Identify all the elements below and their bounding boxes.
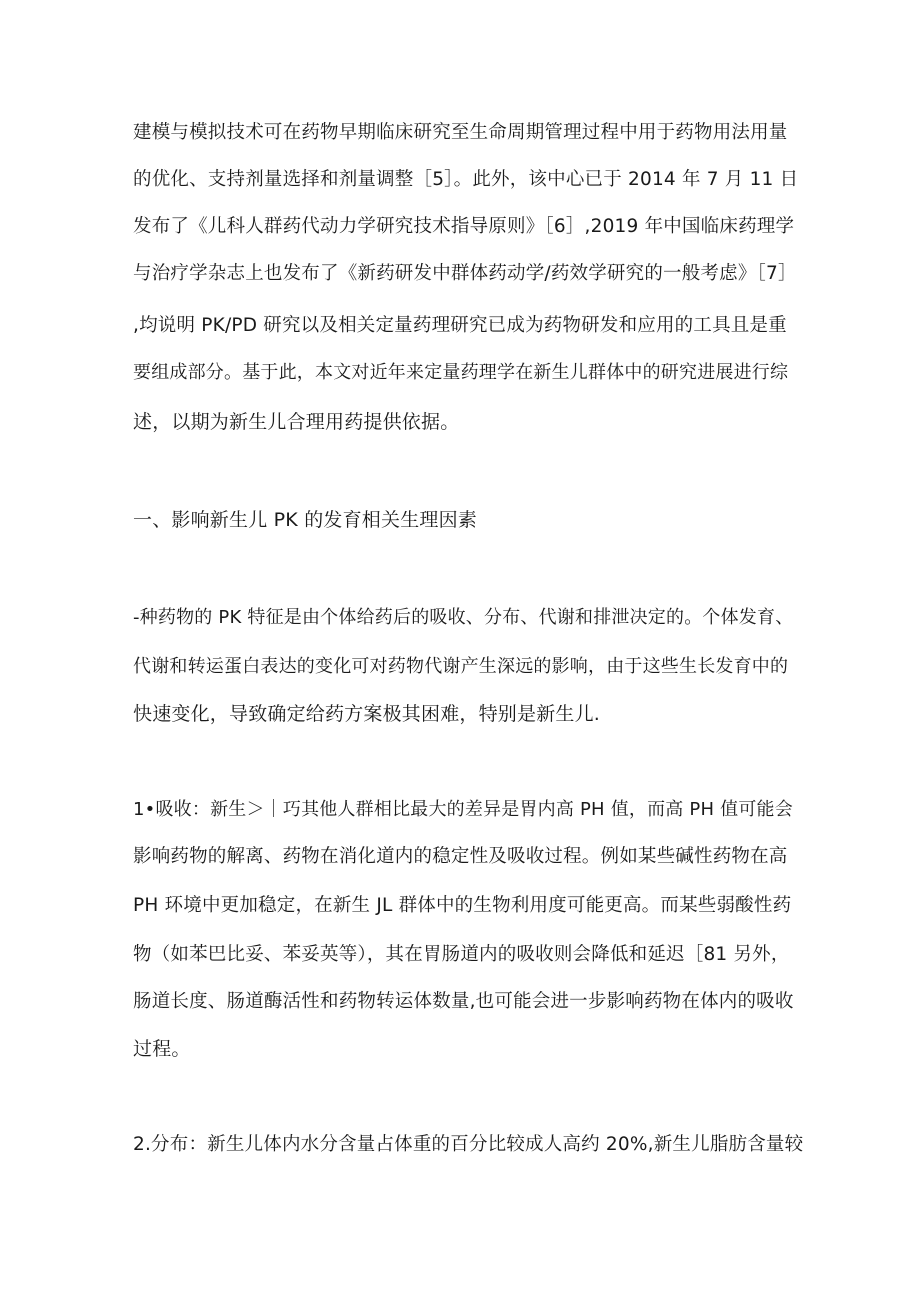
absorption-line-5: 肠道长度、肠道酶活性和药物转运体数量,也可能会进一步影响药物在体内的吸收 <box>133 991 794 1012</box>
distribution-line-1: 2.分布：新生儿体内水分含量占体重的百分比较成人高约 20%,新生儿脂肪含量较 <box>133 1134 804 1155</box>
intro-line-5: ,均说明 PK/PD 研究以及相关定量药理研究已成为药物研发和应用的工具且是重 <box>133 315 787 336</box>
intro-line-1: 建模与模拟技术可在药物早期临床研究至生命周期管理过程中用于药物用法用量 <box>133 122 788 143</box>
absorption-line-6: 过程。 <box>133 1038 191 1060</box>
absorption-line-3: PH 环境中更加稳定，在新生 JL 群体中的生物利用度可能更高。而某些弱酸性药 <box>133 895 792 916</box>
intro-line-2: 的优化、支持剂量选择和剂量调整［5］。此外，该中心已于 2014 年 7 月 11 日 <box>133 169 799 190</box>
overview-line-2: 代谢和转运蛋白表达的变化可对药物代谢产生深远的影响，由于这些生长发育中的 <box>133 656 789 677</box>
absorption-line-4: 物（如苯巴比妥、苯妥英等），其在胃肠道内的吸收则会降低和延迟［81 另外， <box>133 944 790 965</box>
overview-line-1: -种药物的 PK 特征是由个体给药后的吸收、分布、代谢和排泄决定的。个体发育、 <box>133 607 794 628</box>
absorption-line-2: 影响药物的解离、药物在消化道内的稳定性及吸收过程。例如某些碱性药物在高 <box>133 846 788 867</box>
overview-line-3: 快速变化，导致确定给药方案极其困难，特别是新生儿. <box>133 703 601 725</box>
absorption-line-1: 1•吸收：新生＞｜巧其他人群相比最大的差异是胃内高 PH 值，而高 PH 值可能会 <box>133 799 793 820</box>
intro-line-7: 述，以期为新生儿合理用药提供依据。 <box>133 411 460 433</box>
section-heading: 一、影响新生儿 PK 的发育相关生理因素 <box>133 509 477 531</box>
intro-line-6: 要组成部分。基于此，本文对近年来定量药理学在新生儿群体中的研究进展进行综 <box>133 362 789 383</box>
intro-line-4: 与治疗学杂志上也发布了《新药研发中群体药动学/药效学研究的一般考虑》［7］ <box>133 263 797 284</box>
intro-line-3: 发布了《儿科人群药代动力学研究技术指导原则》［6］,2019 年中国临床药理学 <box>133 216 795 237</box>
